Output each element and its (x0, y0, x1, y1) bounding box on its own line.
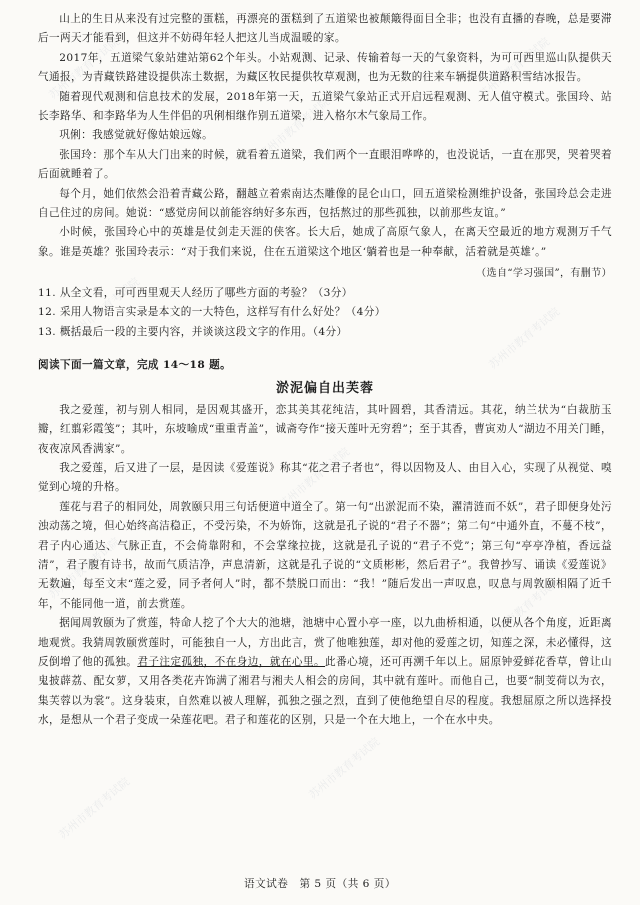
source-note: （选自“学习强国”，有删节） (476, 268, 612, 280)
page-footer: 语文试卷 第 5 页（共 6 页） (244, 878, 396, 890)
paragraph: 巩俐：我感觉就好像姑娘远嫁。 (59, 129, 214, 142)
watermark: 苏州市教育考试院 (66, 275, 143, 342)
paragraph-text: 此番心境，还可再溯千年以上。屈原钟爱鲜花香草，曾让山鬼披薜荔、配女萝，又用各类花卉饰满了湘君与湘夫人相会的房间，其中就有莲叶。而他自己，也要“制芰荷以为衣，集芙蓉以为裳”。这身装束，自然难以被人理解，孤独之强之烈，直到了使他绝望自尽的程度。我想屈原之所以选择投水，是想从一个君子变成一朵莲花吧。君子和莲花的区别，只是一个在大地上，一个在水中央。 (38, 656, 612, 727)
passage-2 (38, 401, 612, 731)
underlined-sentence: 君子注定孤独，不在身边，就在心里。 (137, 656, 326, 668)
question-12: 12. 采用人物语言实录是本文的一大特色，这样写有什么好处？（4分） (38, 306, 386, 319)
paragraph: 随着现代观测和信息技术的发展，2018年第一天，五道梁气象站正式开启远程观测、无人值守模式。张国玲、站长李路华、和李路华为人生伴侣的巩俐相继作别五道梁，进入格尔木气象局工作。 (38, 90, 612, 123)
paragraph-text: 据闻周敦颐为了赏莲，特命人挖了个大大的池塘，池塘中心置小亭一座，以九曲桥相通，以便从各个角度，近距离地观赏。我猜周敦颐赏莲时，可能独自一人，方出此言，赏了他唯独莲，却对他的爱莲之切，知莲之深，未必懂得，这反倒增了他的孤独。 (38, 617, 612, 668)
section-heading: 阅读下面一篇文章，完成 14～18 题。 (38, 358, 232, 371)
paragraph: 张国玲：那个车从大门出来的时候，就看着五道梁，我们两个一直眼泪哗哗的，也没说话，一直在那哭，哭着哭着后面就睡着了。 (38, 148, 612, 181)
watermark: 苏州市教育考试院 (46, 35, 123, 102)
watermark: 苏州市教育考试院 (256, 95, 333, 162)
paragraph: 莲花与君子的相同处，周敦颐只用三句话便道中道全了。第一句“出淤泥而不染，濯清涟而不妖”，君子即便身处污浊动荡之境，但心始终高洁稳正，不受污染，不为娇饰，这就是孔子说的“君子不器”；第二句“中通外直，不蔓不枝”，君子内心通达、气脉正直，不会倚靠附和，不会掌缘拉拢，这就是孔子说的“君子不党”；第三句“亭亭净植，香远益清”，君子腹有诗书，故而气质洁净，声息清新，这就是孔子说的“文质彬彬，然后君子”。我曾抄写、诵读《爱莲说》无数遍，每至文末“莲之爱，同予者何人”时，都不禁脱口而出：“我！”随后发出一声叹息，叹息与周敦颐相隔了近千年，不能同他一道，前去赏莲。 (38, 500, 612, 610)
paragraph: 2017年，五道梁气象站建站第62个年头。小站观测、记录、传输着每一天的气象资料，为可可西里巡山队提供天气通报，为青藏铁路建设提供冻土数据，为藏区牧民提供牧草观测，也为无数的往来车辆提供道路积雪结冰报告。 (38, 51, 612, 84)
paragraph (38, 614, 612, 730)
watermark: 苏州市教育考试院 (476, 35, 553, 102)
article-title: 淤泥偏自出芙蓉 (275, 381, 374, 397)
watermark: 苏州市教育考试院 (306, 735, 383, 802)
question-13: 13. 概括最后一段的主要内容，并谈谈这段文字的作用。（4分） (38, 325, 348, 338)
watermark: 苏州市教育考试院 (486, 575, 563, 642)
paragraph: 每个月，她们依然会沿着青藏公路，翻越立着索南达杰雕像的昆仑山口，回五道梁检测维护设备，张国玲总会走进自己住过的房间。她说：“感觉房间以前能容纳好多东西，包括熬过的那些孤独，以前那些友谊。” (38, 187, 612, 220)
watermark: 苏州市教育考试院 (486, 305, 563, 372)
paragraph: 我之爱莲，后又进了一层，是因读《爱莲说》称其“花之君子者也”，得以因物及人、由目入心，实现了从视觉、嗅觉到心境的升格。 (38, 461, 612, 494)
exam-page (38, 10, 612, 731)
watermark: 苏州市教育考试院 (56, 775, 133, 842)
paragraph: 小时候，张国玲心中的英雄是仗剑走天涯的侠客。长大后，她成了高原气象人，在离天空最近的地方观测万千气象。谁是英雄？张国玲表示：“对于我们来说，住在五道梁这个地区‘躺着也是一种奉献，活着就是英雄’。” (38, 226, 612, 258)
paragraph: 我之爱莲，初与别人相同，是因观其盛开，恋其美其花纯洁，其叶圆碧，其香清远。其花，纳兰状为“白裁肪玉瓣，红翦彩霞笺”；其叶，东坡喻成“重重青盖”，诚斋夸作“接天莲叶无穷碧”；至于其香，曹寅劝人“湖边不用关门睡，夜夜凉风香满家”。 (38, 403, 612, 455)
watermark: 苏州市教育考试院 (46, 535, 123, 602)
passage-1 (38, 10, 612, 262)
question-11: 11. 从全文看，可可西里观天人经历了哪些方面的考验？（3分） (38, 286, 353, 299)
question-list (38, 284, 612, 342)
watermark: 苏州市教育考试院 (276, 445, 353, 512)
paragraph: 山上的生日从来没有过完整的蛋糕，再漂亮的蛋糕到了五道梁也被颠簸得面目全非；也没有直播的春晚，总是要滞后一两天才能看到，但这并不妨碍年轻人把这儿当成温暖的家。 (38, 13, 612, 45)
